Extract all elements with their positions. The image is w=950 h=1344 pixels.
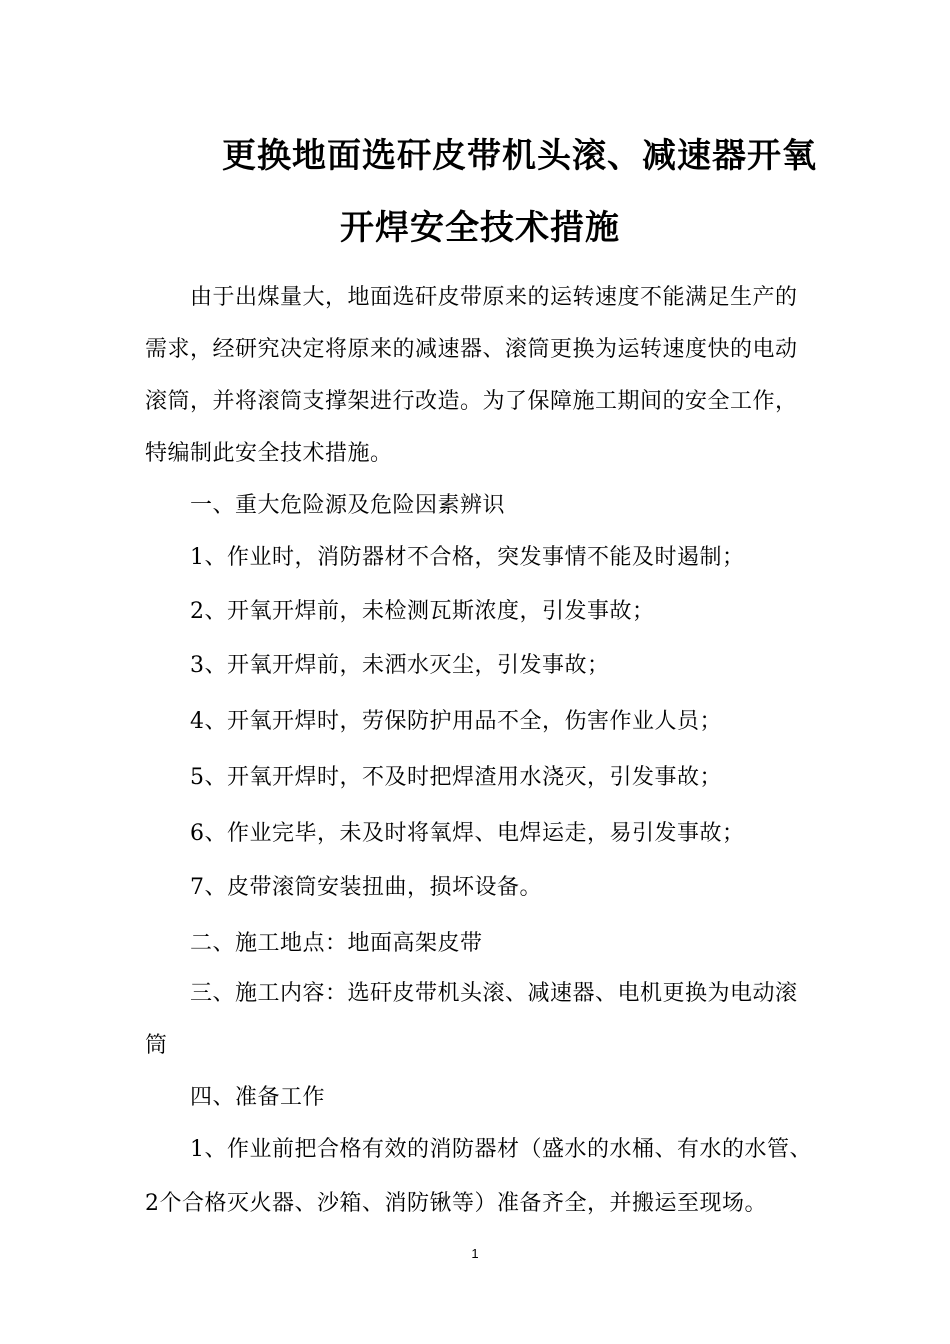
list-item: 3、开氧开焊前，未洒水灭尘，引发事故； — [190, 653, 610, 678]
paragraph-line: 需求，经研究决定将原来的减速器、滚筒更换为运转速度快的电动 — [145, 337, 798, 362]
page-number: 1 — [471, 1246, 479, 1261]
list-item: 7、皮带滚筒安装扭曲，损坏设备。 — [190, 875, 542, 900]
list-item: 4、开氧开焊时，劳保防护用品不全，伤害作业人员； — [190, 709, 722, 734]
list-item: 5、开氧开焊时，不及时把焊渣用水浇灭，引发事故； — [190, 765, 722, 790]
list-item: 1、作业时，消防器材不合格，突发事情不能及时遏制； — [190, 545, 745, 570]
paragraph-line: 特编制此安全技术措施。 — [145, 441, 393, 466]
section-heading: 四、准备工作 — [190, 1085, 326, 1110]
section-heading: 二、施工地点：地面高架皮带 — [190, 931, 483, 956]
title-line-1: 更换地面选矸皮带机头滚、减速器开氧 — [222, 136, 817, 176]
paragraph-line: 筒 — [145, 1033, 168, 1058]
paragraph-line: 由于出煤量大，地面选矸皮带原来的运转速度不能满足生产的 — [190, 285, 798, 310]
paragraph-line: 滚筒，并将滚筒支撑架进行改造。为了保障施工期间的安全工作， — [145, 389, 798, 414]
section-heading: 一、重大危险源及危险因素辨识 — [190, 493, 506, 518]
title-line-2: 开焊安全技术措施 — [340, 208, 620, 248]
section-heading: 三、施工内容：选矸皮带机头滚、减速器、电机更换为电动滚 — [190, 981, 798, 1006]
list-item: 1、作业前把合格有效的消防器材（盛水的水桶、有水的水管、 — [190, 1137, 812, 1162]
list-item: 6、作业完毕，未及时将氧焊、电焊运走，易引发事故； — [190, 821, 745, 846]
list-item: 2、开氧开焊前，未检测瓦斯浓度，引发事故； — [190, 599, 655, 624]
paragraph-line: 2个合格灭火器、沙箱、消防锹等）准备齐全，并搬运至现场。 — [145, 1191, 767, 1216]
